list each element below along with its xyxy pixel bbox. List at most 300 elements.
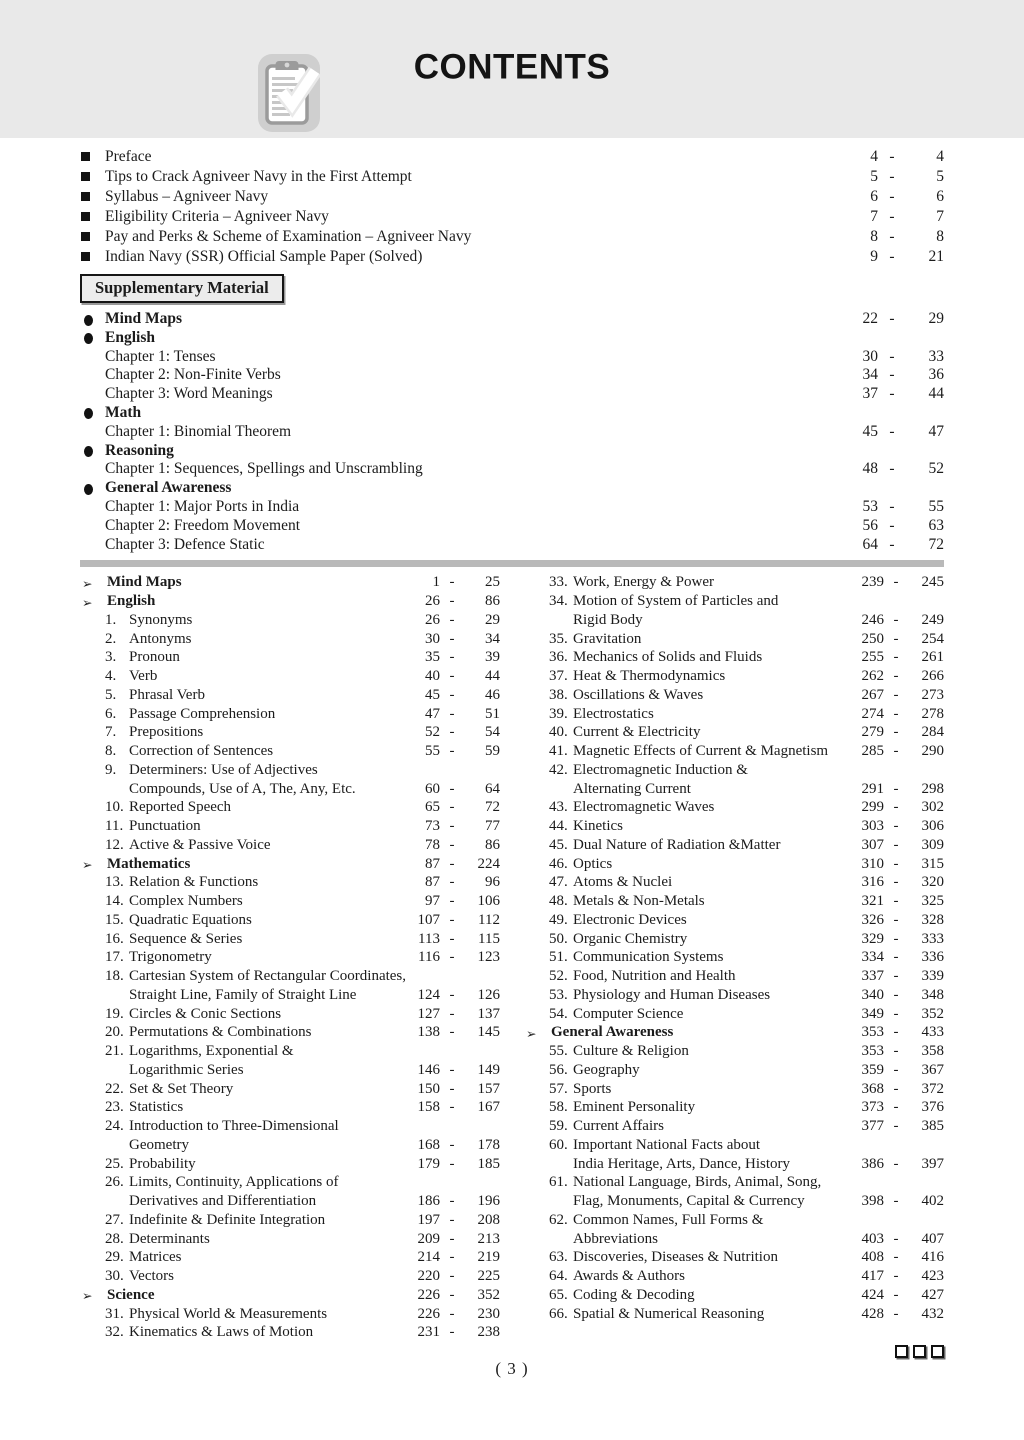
toc-label-line: Current & Electricity bbox=[573, 724, 701, 741]
page-dash: - bbox=[893, 836, 899, 853]
item-number: 13. bbox=[105, 874, 124, 891]
page-dash: - bbox=[893, 1043, 899, 1060]
page-range bbox=[850, 1305, 944, 1324]
page-dash: - bbox=[893, 1005, 899, 1022]
item-number: 25. bbox=[105, 1155, 124, 1172]
page-range bbox=[850, 611, 944, 630]
item-number: 60. bbox=[549, 1136, 568, 1153]
page-start: 116 bbox=[418, 949, 440, 966]
square-bullet-icon bbox=[81, 252, 90, 261]
page-dash: - bbox=[893, 668, 899, 685]
page-dash: - bbox=[893, 818, 899, 835]
supplementary-heading-row bbox=[80, 274, 944, 303]
page-range bbox=[850, 892, 944, 911]
toc-section-row bbox=[80, 592, 500, 611]
page-range bbox=[406, 892, 500, 911]
page-range bbox=[406, 1248, 500, 1267]
toc-label-line: Flag, Monuments, Capital & Currency bbox=[573, 1193, 805, 1210]
page-start: 52 bbox=[425, 724, 440, 741]
item-number: 52. bbox=[549, 968, 568, 985]
page-end: 213 bbox=[477, 1230, 500, 1247]
page-dash: - bbox=[889, 168, 895, 185]
page-start: 214 bbox=[417, 1249, 440, 1266]
page-start: 246 bbox=[861, 611, 884, 628]
page-range bbox=[850, 873, 944, 892]
page-end: 196 bbox=[477, 1193, 500, 1210]
supplementary-group-row bbox=[80, 404, 944, 423]
page-range bbox=[406, 836, 500, 855]
circle-bullet-icon bbox=[84, 315, 93, 326]
toc-item-row bbox=[524, 705, 944, 724]
page-end: 96 bbox=[485, 874, 500, 891]
item-number: 17. bbox=[105, 949, 124, 966]
page-dash: - bbox=[449, 1324, 455, 1341]
supplementary-list bbox=[80, 310, 944, 554]
toc-item-row bbox=[524, 667, 944, 686]
page-start: 220 bbox=[417, 1268, 440, 1285]
item-number: 32. bbox=[105, 1324, 124, 1341]
page-start: 403 bbox=[861, 1230, 884, 1247]
page-range bbox=[406, 648, 500, 667]
page-end: 358 bbox=[921, 1043, 944, 1060]
end-square-icon bbox=[931, 1345, 944, 1358]
page-end: 145 bbox=[477, 1024, 500, 1041]
page-dash: - bbox=[893, 1024, 899, 1041]
toc-label-line: Mechanics of Solids and Fluids bbox=[573, 649, 763, 666]
square-bullet-icon bbox=[81, 152, 90, 161]
item-number: 10. bbox=[105, 799, 124, 816]
page-start: 55 bbox=[425, 743, 440, 760]
page-start: 87 bbox=[425, 855, 440, 872]
page-end: 51 bbox=[485, 705, 500, 722]
page-range bbox=[850, 855, 944, 874]
item-number: 46. bbox=[549, 855, 568, 872]
page-dash: - bbox=[889, 148, 895, 165]
page-start: 6 bbox=[870, 188, 878, 205]
page-range bbox=[850, 1248, 944, 1267]
toc-item-row bbox=[524, 630, 944, 649]
page-dash: - bbox=[449, 1286, 455, 1303]
page-start: 299 bbox=[861, 799, 884, 816]
page-end: 238 bbox=[477, 1324, 500, 1341]
page-range bbox=[406, 1155, 500, 1174]
toc-label-line: Important National Facts about bbox=[573, 1136, 761, 1153]
page-end: 367 bbox=[921, 1061, 944, 1078]
item-number: 15. bbox=[105, 911, 124, 928]
page-dash: - bbox=[889, 535, 895, 553]
toc-label-line: Geometry bbox=[129, 1136, 189, 1153]
front-matter-label: Tips to Crack Agniveer Navy in the First Attempt bbox=[105, 168, 412, 185]
item-number: 47. bbox=[549, 874, 568, 891]
toc-item-row bbox=[524, 1080, 944, 1099]
toc-item-row bbox=[80, 630, 500, 649]
page-range bbox=[406, 1080, 500, 1099]
page-start: 334 bbox=[861, 949, 884, 966]
page-start: 48 bbox=[862, 460, 878, 478]
page-range bbox=[850, 1267, 944, 1286]
toc-label-line: Indefinite & Definite Integration bbox=[129, 1211, 326, 1228]
page-dash: - bbox=[449, 949, 455, 966]
page-end: 407 bbox=[921, 1230, 944, 1247]
page-start: 359 bbox=[861, 1061, 884, 1078]
page-dash: - bbox=[893, 724, 899, 741]
toc-item-row bbox=[524, 573, 944, 592]
page-dash: - bbox=[449, 911, 455, 928]
circle-bullet-icon bbox=[84, 484, 93, 495]
toc-item-row bbox=[524, 1136, 944, 1174]
item-number: 37. bbox=[549, 668, 568, 685]
page-dash: - bbox=[893, 930, 899, 947]
page-end: 352 bbox=[921, 1005, 944, 1022]
page-dash: - bbox=[893, 986, 899, 1003]
page-start: 209 bbox=[417, 1230, 440, 1247]
page-end: 25 bbox=[485, 574, 500, 591]
page-dash: - bbox=[889, 228, 895, 245]
page-dash: - bbox=[893, 630, 899, 647]
toc-label-line: Discoveries, Diseases & Nutrition bbox=[573, 1249, 778, 1266]
page-range bbox=[406, 1286, 500, 1305]
page-end: 278 bbox=[921, 705, 944, 722]
supplementary-chapter-row bbox=[80, 423, 944, 442]
supplementary-chapter-row bbox=[80, 348, 944, 367]
item-number: 63. bbox=[549, 1249, 568, 1266]
page-number: ( 3 ) bbox=[495, 1359, 529, 1379]
page-range bbox=[406, 1267, 500, 1286]
page-end: 372 bbox=[921, 1080, 944, 1097]
page-dash: - bbox=[893, 1249, 899, 1266]
page-start: 45 bbox=[862, 422, 878, 440]
page-range bbox=[840, 247, 944, 267]
page-start: 97 bbox=[425, 893, 440, 910]
page-start: 150 bbox=[417, 1080, 440, 1097]
supplementary-group-label: Mind Maps bbox=[105, 310, 183, 327]
toc-label-line: Motion of System of Particles and bbox=[573, 593, 779, 610]
item-number: 21. bbox=[105, 1043, 124, 1060]
toc-item-row bbox=[524, 836, 944, 855]
supplementary-group-row bbox=[80, 479, 944, 498]
item-number: 8. bbox=[105, 743, 117, 760]
front-matter-label: Preface bbox=[105, 148, 152, 165]
page-dash: - bbox=[893, 1155, 899, 1172]
page-start: 5 bbox=[870, 168, 878, 185]
page-range bbox=[840, 147, 944, 167]
item-number: 23. bbox=[105, 1099, 124, 1116]
item-number: 19. bbox=[105, 1005, 124, 1022]
page-start: 30 bbox=[425, 630, 440, 647]
page-range bbox=[840, 167, 944, 187]
supplementary-chapter-row bbox=[80, 536, 944, 555]
supplementary-group-label: General Awareness bbox=[105, 479, 232, 497]
supplementary-chapter-label: Chapter 3: Defence Static bbox=[105, 535, 265, 553]
page-start: 398 bbox=[861, 1193, 884, 1210]
front-matter-row bbox=[80, 147, 944, 167]
page-end: 225 bbox=[477, 1268, 500, 1285]
page-end: 348 bbox=[921, 986, 944, 1003]
item-number: 29. bbox=[105, 1249, 124, 1266]
toc-item-row bbox=[524, 873, 944, 892]
page-dash: - bbox=[893, 649, 899, 666]
toc-item-row bbox=[80, 1155, 500, 1174]
page-end: 284 bbox=[921, 724, 944, 741]
toc-label-line: Physiology and Human Diseases bbox=[573, 986, 771, 1003]
toc-label-line: Limits, Continuity, Applications of bbox=[129, 1174, 339, 1191]
toc-item-row bbox=[80, 1023, 500, 1042]
toc-label-line: Heat & Thermodynamics bbox=[573, 668, 726, 685]
toc-item-row bbox=[524, 1248, 944, 1267]
toc-item-row bbox=[524, 1267, 944, 1286]
toc-label-line: Statistics bbox=[129, 1099, 184, 1116]
page-dash: - bbox=[889, 248, 895, 265]
page-range bbox=[840, 187, 944, 207]
item-number: 41. bbox=[549, 743, 568, 760]
page-end: 208 bbox=[477, 1211, 500, 1228]
supplementary-group-label: Reasoning bbox=[105, 441, 174, 459]
supplementary-group-row bbox=[80, 442, 944, 461]
toc-item-row bbox=[524, 1305, 944, 1324]
page-range bbox=[850, 705, 944, 724]
supplementary-chapter-label: Chapter 1: Sequences, Spellings and Unscrambling bbox=[105, 460, 423, 478]
item-number: 5. bbox=[105, 686, 117, 703]
page-range bbox=[406, 986, 500, 1005]
page-start: 279 bbox=[861, 724, 884, 741]
item-number: 20. bbox=[105, 1024, 124, 1041]
page-end: 266 bbox=[921, 668, 944, 685]
page-dash: - bbox=[889, 422, 895, 440]
page-dash: - bbox=[893, 968, 899, 985]
page-start: 186 bbox=[417, 1193, 440, 1210]
page-end: 63 bbox=[928, 516, 944, 534]
page-dash: - bbox=[889, 385, 895, 403]
page-dash: - bbox=[889, 366, 895, 384]
page-end: 261 bbox=[921, 649, 944, 666]
page-start: 8 bbox=[870, 228, 878, 245]
square-bullet-icon bbox=[81, 212, 90, 221]
page-end: 254 bbox=[921, 630, 944, 647]
page-range bbox=[850, 667, 944, 686]
page-start: 37 bbox=[862, 385, 878, 403]
page-end: 44 bbox=[485, 668, 500, 685]
item-number: 44. bbox=[549, 818, 568, 835]
page-end: 29 bbox=[928, 310, 944, 327]
page-range bbox=[406, 911, 500, 930]
toc-item-row bbox=[80, 667, 500, 686]
toc-label-line: India Heritage, Arts, Dance, History bbox=[573, 1155, 791, 1172]
toc-label-line: Mathematics bbox=[107, 855, 191, 872]
page-dash: - bbox=[893, 1118, 899, 1135]
page-start: 353 bbox=[861, 1024, 884, 1041]
toc-label-line: Synonyms bbox=[129, 611, 193, 628]
page-range bbox=[850, 1042, 944, 1061]
page-start: 168 bbox=[417, 1136, 440, 1153]
toc-label-line: Oscillations & Waves bbox=[573, 686, 704, 703]
item-number: 48. bbox=[549, 893, 568, 910]
page-start: 377 bbox=[861, 1118, 884, 1135]
toc-label-line: Communication Systems bbox=[573, 949, 724, 966]
circle-bullet-icon bbox=[84, 333, 93, 344]
page-start: 373 bbox=[861, 1099, 884, 1116]
page-end: 21 bbox=[928, 248, 944, 265]
page-end: 36 bbox=[928, 366, 944, 384]
page-dash: - bbox=[449, 1136, 455, 1153]
page-dash: - bbox=[449, 930, 455, 947]
page-dash: - bbox=[449, 893, 455, 910]
supplementary-group-row bbox=[80, 329, 944, 348]
front-matter-row bbox=[80, 187, 944, 207]
page-start: 255 bbox=[861, 649, 884, 666]
toc-label-line: Atoms & Nuclei bbox=[573, 874, 673, 891]
toc-label-line: Kinetics bbox=[573, 818, 623, 835]
page-range bbox=[406, 573, 500, 592]
item-number: 9. bbox=[105, 761, 117, 778]
page-dash: - bbox=[449, 855, 455, 872]
item-number: 57. bbox=[549, 1080, 568, 1097]
page-range bbox=[840, 207, 944, 227]
toc-item-row bbox=[524, 742, 944, 761]
page-end: 126 bbox=[477, 986, 500, 1003]
item-number: 27. bbox=[105, 1211, 124, 1228]
page-end: 39 bbox=[485, 649, 500, 666]
page-start: 138 bbox=[417, 1024, 440, 1041]
supplementary-chapter-row bbox=[80, 517, 944, 536]
page-range bbox=[406, 611, 500, 630]
page-end: 106 bbox=[477, 893, 500, 910]
supplementary-chapter-row bbox=[80, 498, 944, 517]
item-number: 16. bbox=[105, 930, 124, 947]
page-range bbox=[850, 930, 944, 949]
item-number: 30. bbox=[105, 1268, 124, 1285]
front-matter-label: Indian Navy (SSR) Official Sample Paper (Solved) bbox=[105, 248, 423, 265]
page-range bbox=[850, 986, 944, 1005]
page-end: 224 bbox=[477, 855, 500, 872]
page-range bbox=[850, 911, 944, 930]
item-number: 2. bbox=[105, 630, 117, 647]
page-start: 7 bbox=[870, 208, 878, 225]
toc-item-row bbox=[80, 817, 500, 836]
page-dash: - bbox=[893, 743, 899, 760]
page-dash: - bbox=[449, 611, 455, 628]
item-number: 42. bbox=[549, 761, 568, 778]
toc-item-row bbox=[524, 948, 944, 967]
toc-column-left bbox=[80, 573, 500, 1342]
page-end: 245 bbox=[921, 574, 944, 591]
page-dash: - bbox=[449, 593, 455, 610]
toc-label-line: Determinants bbox=[129, 1230, 210, 1247]
supplementary-chapter-row bbox=[80, 366, 944, 385]
page-end: 423 bbox=[921, 1268, 944, 1285]
page-dash: - bbox=[449, 1024, 455, 1041]
toc-item-row bbox=[80, 1323, 500, 1342]
page-dash: - bbox=[449, 874, 455, 891]
page-range bbox=[850, 742, 944, 761]
supplementary-chapter-label: Chapter 1: Binomial Theorem bbox=[105, 422, 292, 440]
front-matter-label: Syllabus – Agniveer Navy bbox=[105, 188, 269, 205]
page-end: 298 bbox=[921, 780, 944, 797]
item-number: 39. bbox=[549, 705, 568, 722]
page-range bbox=[406, 930, 500, 949]
toc-label-line: Complex Numbers bbox=[129, 893, 243, 910]
toc-label-line: Vectors bbox=[129, 1268, 174, 1285]
page-range bbox=[406, 817, 500, 836]
page-dash: - bbox=[889, 460, 895, 478]
item-number: 36. bbox=[549, 649, 568, 666]
page-range bbox=[850, 1155, 944, 1174]
page-start: 262 bbox=[861, 668, 884, 685]
page-range bbox=[406, 1230, 500, 1249]
arrow-bullet-icon: ➢ bbox=[82, 575, 93, 591]
page-start: 40 bbox=[425, 668, 440, 685]
toc-label-line: Electronic Devices bbox=[573, 911, 687, 928]
front-matter-row bbox=[80, 207, 944, 227]
item-number: 43. bbox=[549, 799, 568, 816]
toc-item-row bbox=[524, 930, 944, 949]
page-start: 26 bbox=[425, 593, 440, 610]
supplementary-material-heading: Supplementary Material bbox=[80, 274, 284, 303]
page-start: 307 bbox=[861, 836, 884, 853]
page-start: 73 bbox=[425, 818, 440, 835]
page-dash: - bbox=[893, 1193, 899, 1210]
toc-label-line: Dual Nature of Radiation &Matter bbox=[573, 836, 781, 853]
page-end: 29 bbox=[485, 611, 500, 628]
page-start: 9 bbox=[870, 248, 878, 265]
page-end: 47 bbox=[928, 422, 944, 440]
toc-item-row bbox=[524, 1286, 944, 1305]
page-range bbox=[850, 1005, 944, 1024]
page-dash: - bbox=[893, 911, 899, 928]
toc-item-row bbox=[524, 1042, 944, 1061]
toc-label-line: Electromagnetic Waves bbox=[573, 799, 715, 816]
page-end: 328 bbox=[921, 911, 944, 928]
page-start: 87 bbox=[425, 874, 440, 891]
page-dash: - bbox=[893, 874, 899, 891]
page-dash: - bbox=[893, 705, 899, 722]
page-end: 52 bbox=[928, 460, 944, 478]
toc-label-line: Eminent Personality bbox=[573, 1099, 696, 1116]
item-number: 34. bbox=[549, 593, 568, 610]
toc-label-line: Awards & Authors bbox=[573, 1268, 685, 1285]
toc-item-row bbox=[80, 1267, 500, 1286]
page-range bbox=[406, 723, 500, 742]
toc-item-row bbox=[80, 911, 500, 930]
toc-item-row bbox=[80, 1005, 500, 1024]
toc-label-line: Quadratic Equations bbox=[129, 911, 252, 928]
toc-label-line: Phrasal Verb bbox=[129, 686, 205, 703]
page-start: 303 bbox=[861, 818, 884, 835]
section-divider bbox=[80, 560, 944, 567]
toc-label-line: Geography bbox=[573, 1061, 640, 1078]
page-end: 315 bbox=[921, 855, 944, 872]
toc-item-row bbox=[80, 723, 500, 742]
toc-label-line: Food, Nutrition and Health bbox=[573, 968, 736, 985]
page-start: 316 bbox=[861, 874, 884, 891]
page-start: 340 bbox=[861, 986, 884, 1003]
page-dash: - bbox=[893, 611, 899, 628]
toc-label-line: Physical World & Measurements bbox=[129, 1305, 328, 1322]
toc-item-row bbox=[524, 817, 944, 836]
page-end: 320 bbox=[921, 874, 944, 891]
toc-label-line: Permutations & Combinations bbox=[129, 1024, 312, 1041]
page-end: 167 bbox=[477, 1099, 500, 1116]
page-dash: - bbox=[449, 1268, 455, 1285]
toc-item-row bbox=[80, 611, 500, 630]
toc-column-right bbox=[524, 573, 944, 1342]
toc-item-row bbox=[80, 930, 500, 949]
page-range bbox=[406, 1005, 500, 1024]
page-range bbox=[850, 1286, 944, 1305]
toc-label-line: Common Names, Full Forms & bbox=[573, 1211, 764, 1228]
circle-bullet-icon bbox=[84, 446, 93, 457]
page-start: 226 bbox=[417, 1286, 440, 1303]
toc-item-row bbox=[80, 1211, 500, 1230]
